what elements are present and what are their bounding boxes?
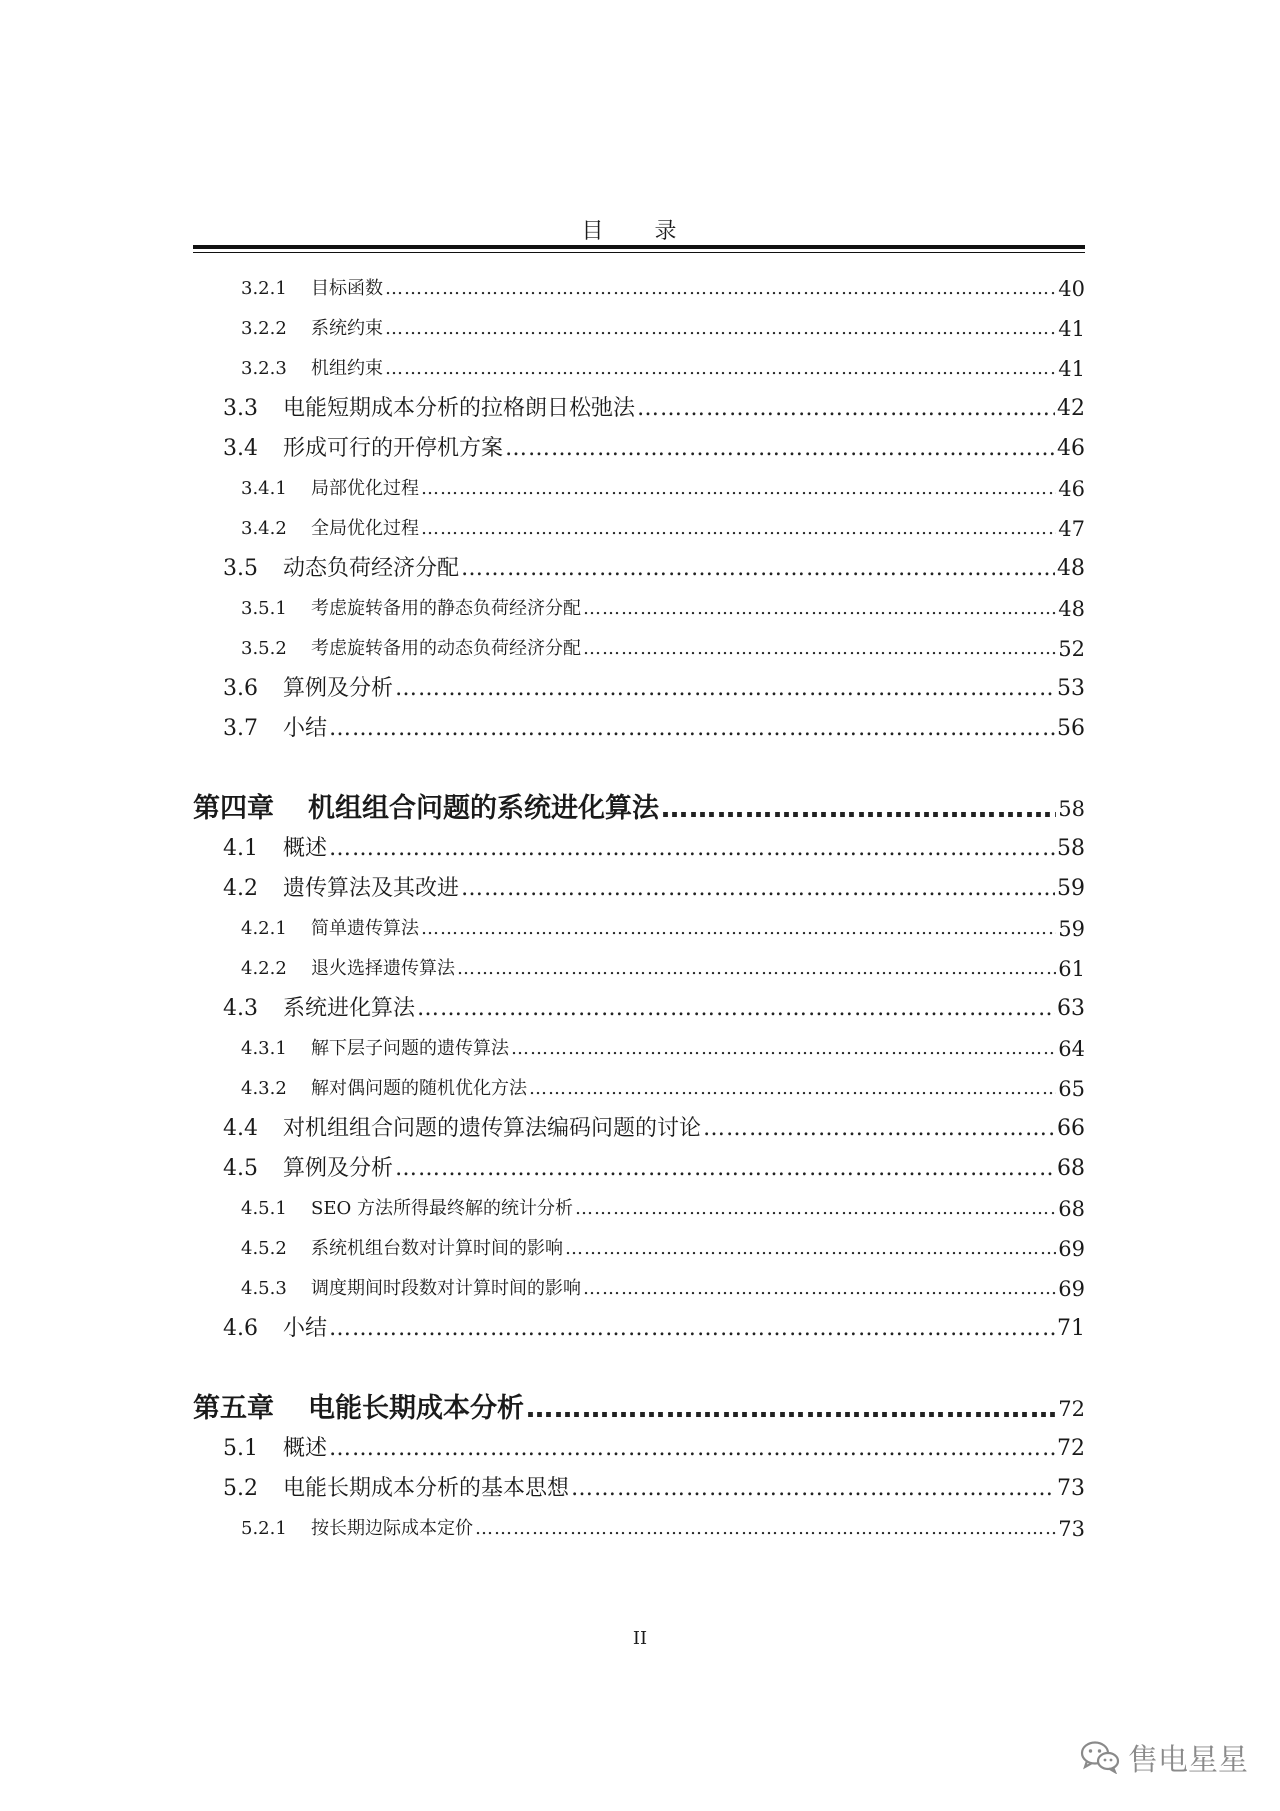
toc-entry-number: 4.2 [223,876,258,901]
toc-entry-4-3[interactable] [193,989,1085,1029]
watermark-text: 售电星星 [1128,1743,1248,1778]
toc-entry-title: 考虑旋转备用的静态负荷经济分配 [311,598,581,619]
toc-entry-4-1[interactable] [193,829,1085,869]
toc-entry-title: 小结 [283,1316,328,1341]
toc-entry-title: 算例及分析 [283,1156,394,1181]
toc-entry-title: 动态负荷经济分配 [283,556,460,581]
toc-entry-number: 4.3.1 [241,1038,287,1059]
toc-entry-number: 4.4 [223,1116,258,1141]
toc-entry-title: 目标函数 [311,278,383,299]
toc-entry-page: 65 [1058,1077,1085,1101]
toc-entry-4-2-2[interactable] [193,949,1085,989]
table-of-contents [193,269,1085,1549]
toc-entry-number: 4.2.1 [241,918,287,939]
toc-entry-3-6[interactable] [193,669,1085,709]
toc-entry-number: 3.4 [223,436,258,461]
toc-entry-title: 遗传算法及其改进 [283,876,460,901]
toc-entry-number: 4.5.1 [241,1198,287,1219]
toc-entry-title: SEO 方法所得最终解的统计分析 [311,1198,573,1219]
toc-entry-page: 63 [1057,996,1085,1021]
toc-entry-page: 53 [1057,676,1085,701]
dot-leader [457,949,1056,989]
toc-entry-page: 48 [1057,556,1085,581]
dot-leader [571,1469,1055,1509]
toc-entry-4-5-1[interactable] [193,1189,1085,1229]
toc-entry-number: 3.6 [223,676,258,701]
toc-entry-number: 4.5 [223,1156,258,1181]
toc-entry-page: 73 [1058,1517,1085,1541]
chapter-number: 第四章 [193,793,274,824]
dot-leader [329,1429,1055,1469]
dot-leader [421,909,1056,949]
toc-entry-page: 69 [1058,1277,1085,1301]
toc-entry-3-7[interactable] [193,709,1085,749]
page-number: II [632,1628,648,1649]
toc-entry-page: 73 [1057,1476,1085,1501]
toc-entry-4-5-3[interactable] [193,1269,1085,1309]
toc-entry-page: 58 [1057,836,1085,861]
chapter-title: 机组组合问题的系统进化算法 [308,793,659,824]
toc-entry-page: 41 [1058,317,1085,341]
toc-entry-title: 考虑旋转备用的动态负荷经济分配 [311,638,581,659]
toc-entry-number: 3.7 [223,716,258,741]
dot-leader [575,1189,1056,1229]
toc-entry-title: 小结 [283,716,328,741]
toc-entry-title: 全局优化过程 [311,518,419,539]
toc-entry-number: 5.1 [223,1436,258,1461]
toc-entry-title: 按长期边际成本定价 [311,1518,473,1539]
toc-entry-title: 概述 [283,836,328,861]
toc-entry-page: 41 [1058,357,1085,381]
dot-leader [395,669,1055,709]
toc-entry-title: 简单遗传算法 [311,918,419,939]
dot-leader [461,549,1055,589]
toc-entry-title: 退火选择遗传算法 [311,958,455,979]
toc-entry-number: 5.2 [223,1476,258,1501]
toc-entry-title: 机组约束 [311,358,383,379]
dot-leader [395,1149,1055,1189]
toc-entry-page: 46 [1057,436,1085,461]
toc-entry-page: 69 [1058,1237,1085,1261]
dot-leader [329,1309,1055,1349]
header-rule-thin [193,252,1085,253]
toc-entry-3-4-1[interactable] [193,469,1085,509]
toc-entry-page: 42 [1057,396,1085,421]
toc-entry-3-2-1[interactable] [193,269,1085,309]
toc-entry-3-2-2[interactable] [193,309,1085,349]
toc-entry-3-4[interactable] [193,429,1085,469]
header-rule-thick [193,245,1085,249]
toc-entry-number: 3.2.1 [241,278,287,299]
toc-entry-5-2[interactable] [193,1469,1085,1509]
toc-entry-number: 3.2.2 [241,318,287,339]
toc-entry-number: 4.6 [223,1316,258,1341]
dot-leader [529,1069,1056,1109]
toc-entry-title: 系统机组台数对计算时间的影响 [311,1238,563,1259]
toc-entry-number: 3.4.1 [241,478,287,499]
dot-leader [421,509,1056,549]
toc-entry-5-1[interactable] [193,1429,1085,1469]
wechat-icon [1080,1740,1120,1774]
toc-entry-3-5-1[interactable] [193,589,1085,629]
toc-entry-page: 66 [1057,1116,1085,1141]
toc-chapter-5[interactable] [193,1389,1085,1429]
dot-leader [329,709,1055,749]
toc-entry-3-3[interactable] [193,389,1085,429]
toc-entry-number: 3.4.2 [241,518,287,539]
toc-entry-page: 48 [1058,597,1085,621]
toc-entry-4-3-2[interactable] [193,1069,1085,1109]
toc-entry-title: 系统约束 [311,318,383,339]
toc-entry-page: 40 [1058,277,1085,301]
dot-leader [329,829,1055,869]
watermark [1080,1735,1248,1779]
chapter-title: 电能长期成本分析 [308,1393,524,1424]
dot-leader [461,869,1055,909]
toc-entry-title: 局部优化过程 [311,478,419,499]
dot-leader [637,389,1055,429]
chapter-number: 第五章 [193,1393,274,1424]
toc-entry-page: 46 [1058,477,1085,501]
toc-entry-number: 3.5.1 [241,598,287,619]
toc-entry-page: 47 [1058,517,1085,541]
toc-entry-number: 4.5.3 [241,1278,287,1299]
toc-entry-page: 64 [1058,1037,1085,1061]
toc-entry-5-2-1[interactable] [193,1509,1085,1549]
toc-entry-title: 调度期间时段数对计算时间的影响 [311,1278,581,1299]
toc-entry-number: 3.5.2 [241,638,287,659]
chapter-gap [193,749,1085,789]
toc-entry-title: 概述 [283,1436,328,1461]
toc-entry-number: 4.5.2 [241,1238,287,1259]
toc-entry-4-5-2[interactable] [193,1229,1085,1269]
toc-entry-number: 4.2.2 [241,958,287,979]
toc-entry-page: 71 [1057,1316,1085,1341]
toc-entry-page: 72 [1058,1397,1085,1421]
dot-leader [417,989,1055,1029]
dot-leader [583,1269,1056,1309]
toc-entry-4-3-1[interactable] [193,1029,1085,1069]
dot-leader [583,589,1056,629]
toc-entry-title: 电能短期成本分析的拉格朗日松弛法 [283,396,636,421]
page-header-title: 目 录 [581,219,699,244]
toc-entry-page: 56 [1057,716,1085,741]
toc-entry-page: 58 [1058,797,1085,821]
dot-leader [385,309,1056,349]
toc-entry-title: 形成可行的开停机方案 [283,436,504,461]
toc-entry-number: 3.2.3 [241,358,287,379]
dot-leader [526,1389,1056,1429]
dot-leader [511,1029,1056,1069]
toc-entry-4-4[interactable] [193,1109,1085,1149]
toc-entry-number: 5.2.1 [241,1518,287,1539]
chapter-gap [193,1349,1085,1389]
dot-leader [385,269,1056,309]
toc-entry-page: 59 [1058,917,1085,941]
toc-entry-page: 68 [1057,1156,1085,1181]
dot-leader [661,789,1056,829]
dot-leader [565,1229,1056,1269]
dot-leader [703,1109,1055,1149]
toc-entry-3-5-2[interactable] [193,629,1085,669]
toc-entry-number: 3.5 [223,556,258,581]
toc-entry-page: 59 [1057,876,1085,901]
toc-entry-4-2-1[interactable] [193,909,1085,949]
toc-entry-4-2[interactable] [193,869,1085,909]
toc-entry-page: 52 [1058,637,1085,661]
toc-entry-4-5[interactable] [193,1149,1085,1189]
dot-leader [505,429,1055,469]
toc-entry-3-4-2[interactable] [193,509,1085,549]
toc-entry-title: 电能长期成本分析的基本思想 [283,1476,570,1501]
toc-entry-page: 68 [1058,1197,1085,1221]
toc-entry-title: 系统进化算法 [283,996,416,1021]
toc-entry-3-5[interactable] [193,549,1085,589]
toc-entry-4-6[interactable] [193,1309,1085,1349]
dot-leader [475,1509,1056,1549]
dot-leader [421,469,1056,509]
toc-entry-title: 对机组组合问题的遗传算法编码问题的讨论 [283,1116,702,1141]
toc-entry-page: 72 [1057,1436,1085,1461]
toc-entry-number: 4.1 [223,836,258,861]
toc-entry-title: 算例及分析 [283,676,394,701]
toc-entry-title: 解对偶问题的随机优化方法 [311,1078,527,1099]
toc-entry-title: 解下层子问题的遗传算法 [311,1038,509,1059]
toc-entry-number: 3.3 [223,396,258,421]
toc-entry-page: 61 [1058,957,1085,981]
toc-entry-3-2-3[interactable] [193,349,1085,389]
toc-entry-number: 4.3.2 [241,1078,287,1099]
toc-chapter-4[interactable] [193,789,1085,829]
dot-leader [583,629,1056,669]
toc-entry-number: 4.3 [223,996,258,1021]
dot-leader [385,349,1056,389]
